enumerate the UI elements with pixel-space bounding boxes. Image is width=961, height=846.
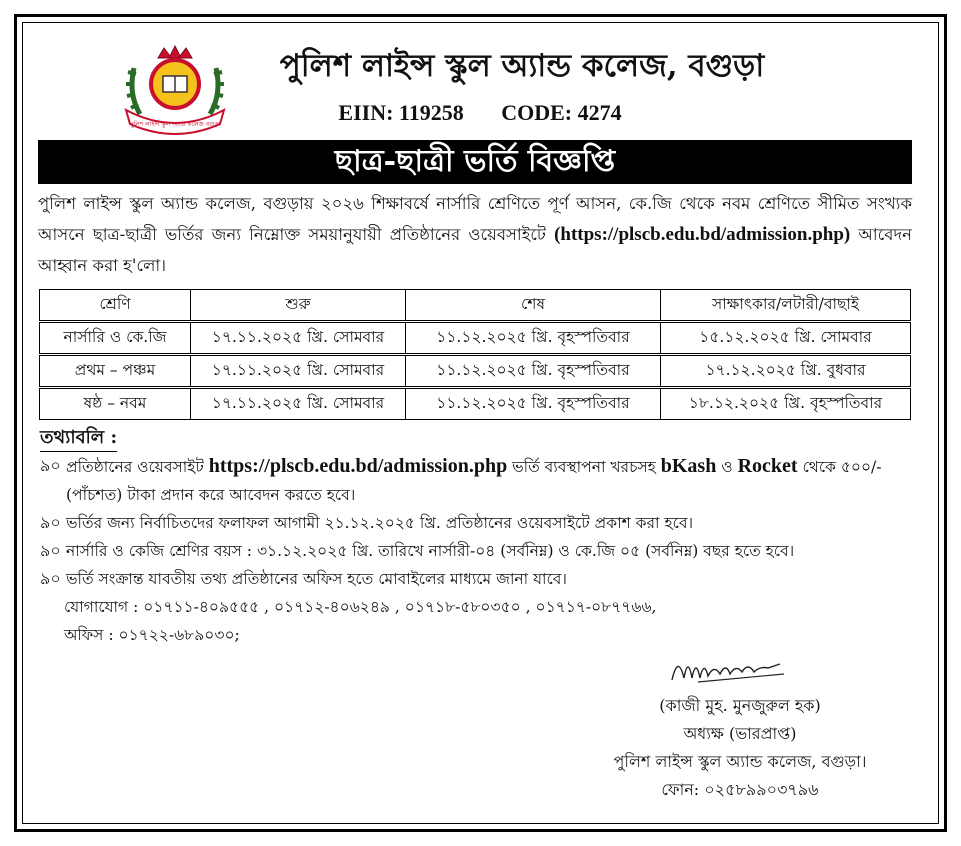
cell-end: ১১.১২.২০২৫ খ্রি. বৃহস্পতিবার: [406, 388, 661, 420]
item3-text: নার্সারি ও কেজি শ্রেণির বয়স : ৩১.১২.২০২৫ খ্রি. তারিখে নার্সারী-০৪ (সর্বনিম্ন) ও কে.জি ০৫ (সর্বনিম্ন) বছর হতে হবে।: [66, 542, 795, 560]
admission-schedule-table: [39, 289, 911, 420]
school-code: CODE: 4274: [501, 100, 622, 125]
cell-start: ১৭.১১.২০২৫ খ্রি. সোমবার: [191, 355, 406, 388]
item1-text-d: থেকে ৫০০/- (পাঁচশত) টাকা প্রদান করে আবেদন করতে হবে।: [66, 458, 882, 504]
list-item: [40, 509, 918, 537]
intro-paragraph: [38, 188, 912, 281]
school-codes: [300, 100, 660, 126]
bullet-icon: ৯০: [40, 569, 61, 588]
cell-end: ১১.১২.২০২৫ খ্রি. বৃহস্পতিবার: [406, 355, 661, 388]
header-interview: সাক্ষাৎকার/লটারী/বাছাই: [661, 290, 911, 322]
cell-class: ষষ্ঠ – নবম: [40, 388, 191, 420]
intro-text-end: আবেদন আহ্বান করা হ'লো।: [38, 225, 912, 275]
header-end: শেষ: [406, 290, 661, 322]
signature-image: [668, 650, 788, 686]
logo-ribbon-text: পুলিশ লাইন্স স্কুল অ্যান্ড কলেজ বগুড়া: [129, 121, 221, 128]
signer-title: অধ্যক্ষ (ভারপ্রাপ্ত): [683, 724, 797, 743]
cell-interview: ১৫.১২.২০২৫ খ্রি. সোমবার: [661, 322, 911, 355]
item4-text: ভর্তি সংক্রান্ত যাবতীয় তথ্য প্রতিষ্ঠানের অফিস হতে মোবাইলের মাধ্যমে জানা যাবে।: [66, 570, 567, 588]
info-heading: তথ্যাবলি :: [40, 425, 117, 452]
item1-text-a: প্রতিষ্ঠানের ওয়েবসাইট: [66, 458, 209, 476]
item1-text-b: ভর্তি ব্যবস্থাপনা খরচসহ: [507, 458, 661, 476]
office-number: অফিস : ০১৭২২-৬৮৯০৩০;: [64, 626, 240, 644]
notice-title-banner: ছাত্র-ছাত্রী ভর্তি বিজ্ঞপ্তি: [38, 140, 912, 184]
cell-interview: ১৭.১২.২০২৫ খ্রি. বুধবার: [661, 355, 911, 388]
cell-start: ১৭.১১.২০২৫ খ্রি. সোমবার: [191, 322, 406, 355]
school-logo: [120, 44, 230, 136]
cell-end: ১১.১২.২০২৫ খ্রি. বৃহস্পতিবার: [406, 322, 661, 355]
eiin-number: EIIN: 119258: [338, 100, 464, 125]
rocket-label: Rocket: [737, 455, 798, 477]
list-item: [40, 565, 918, 593]
bkash-label: bKash: [660, 455, 717, 477]
bullet-icon: ৯০: [40, 513, 61, 532]
info-list: [40, 452, 918, 649]
list-item: [40, 537, 918, 565]
bullet-icon: ৯০: [40, 541, 61, 560]
cell-class: প্রথম – পঞ্চম: [40, 355, 191, 388]
header-class: শ্রেণি: [40, 290, 191, 322]
cell-start: ১৭.১১.২০২৫ খ্রি. সোমবার: [191, 388, 406, 420]
intro-text: পুলিশ লাইন্স স্কুল অ্যান্ড কলেজ, বগুড়ায় ২০২৬ শিক্ষাবর্ষে নার্সারি শ্রেণিতে পূর্ণ আসন, কে.জি থেকে নবম শ্রেণিতে সীমিত সংখ্যক আসনে ছাত্র-ছাত্রী ভর্তির জন্য নিম্নোক্ত সময়ানুযায়ী প্রতিষ্ঠানের ওয়েবসাইটে: [38, 194, 912, 244]
school-name: পুলিশ লাইন্স স্কুল অ্যান্ড কলেজ, বগুড়া: [279, 48, 765, 84]
signer-name: (কাজী মুহ. মুনজুরুল হক): [659, 696, 821, 715]
bullet-icon: ৯০: [40, 456, 61, 475]
table-row: [40, 388, 911, 420]
signer-phone: ফোন: ০২৫৮৯৯০৩৭৯৬: [661, 780, 819, 799]
item1-admission-url[interactable]: https://plscb.edu.bd/admission.php: [208, 455, 508, 477]
signer-institution: পুলিশ লাইন্স স্কুল অ্যান্ড কলেজ, বগুড়া।: [613, 752, 867, 771]
table-row: [40, 322, 911, 355]
header-start: শুরু: [191, 290, 406, 322]
table-row: [40, 355, 911, 388]
cell-interview: ১৮.১২.২০২৫ খ্রি. বৃহস্পতিবার: [661, 388, 911, 420]
item2-text: ভর্তির জন্য নির্বাচিতদের ফলাফল আগামী ২১.১২.২০২৫ খ্রি. প্রতিষ্ঠানের ওয়েবসাইটে প্রকাশ করা হবে।: [66, 514, 694, 532]
cell-class: নার্সারি ও কে.জি: [40, 322, 191, 355]
table-header-row: [40, 290, 911, 322]
contact-numbers: যোগাযোগ : ০১৭১১-৪০৯৫৫৫ , ০১৭১২-৪০৬২৪৯ , ০১৭১৮-৫৮০৩৫০ , ০১৭১৭-০৮৭৭৬৬,: [64, 598, 657, 616]
admission-url[interactable]: (https://plscb.edu.bd/admission.php): [554, 224, 851, 245]
signer-block: [560, 692, 920, 804]
list-item: [40, 452, 918, 509]
item1-text-c: ও: [716, 458, 738, 476]
